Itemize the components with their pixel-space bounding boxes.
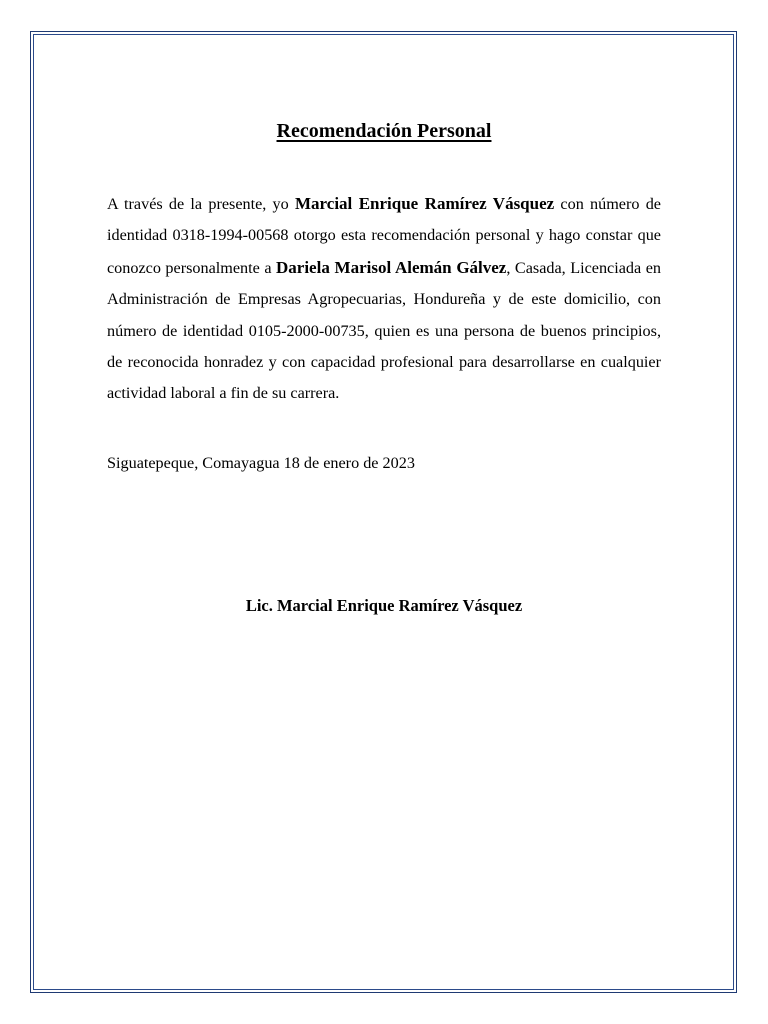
page-border-inner bbox=[33, 34, 734, 990]
signature-name: Lic. Marcial Enrique Ramírez Vásquez bbox=[245, 596, 523, 615]
body-paragraph bbox=[107, 188, 661, 410]
place-date: Siguatepeque, Comayagua 18 de enero de 2023 bbox=[107, 454, 415, 472]
recommender-name: Marcial Enrique Ramírez Vásquez bbox=[295, 194, 555, 213]
body-text-part1: A través de la presente, yo bbox=[107, 195, 295, 213]
body-text-part3: , Casada, Licenciada en Administración de Empresas Agropecuarias, Hondureña y de este domicilio, con número de identidad 0105-2000-00735, quien es una persona de buenos principios, de reconocida honradez y con capacidad profesional para desarrollarse en cualquier actividad laboral a fin de su carrera. bbox=[107, 258, 661, 403]
body-text-part2: con número de identidad 0318-1994-00568 otorgo esta recomendación personal y hago constar que conozco personalmente a bbox=[107, 195, 661, 277]
recommended-name: Dariela Marisol Alemán Gálvez bbox=[276, 257, 507, 277]
document-title: Recomendación Personal bbox=[276, 120, 492, 142]
